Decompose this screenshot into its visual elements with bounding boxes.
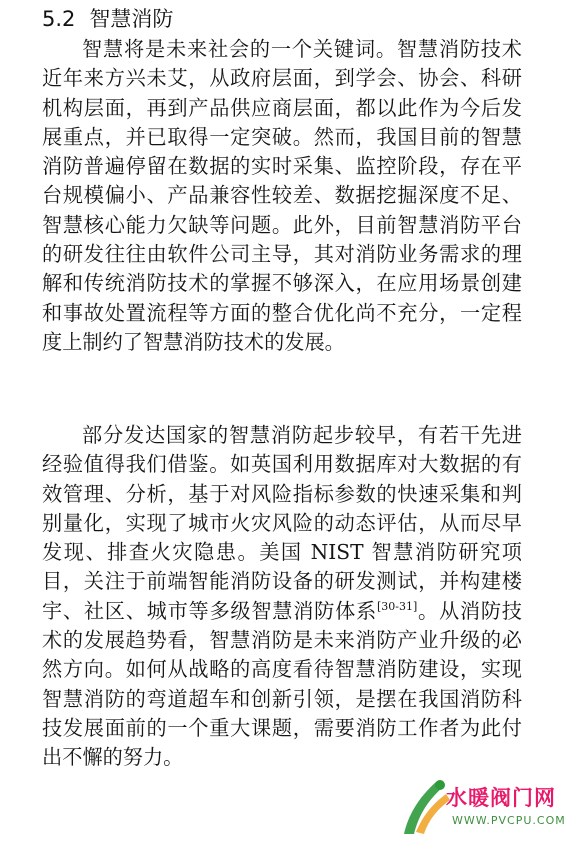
paragraph-2-text-a: 部分发达国家的智慧消防起步较早，有若干先进经验值得我们借鉴。如英国利用数据库对大数据的有效管理、分析，基于对风险指标参数的快速采集和判别量化，实现了城市火灾风险的动态评估，从而尽早发现、排查火灾隐患。美国 NIST 智慧消防研究项目，关注于前端智能消防设备的研发测试，并构建楼宇、社区、城市等多级智慧消防体系 xyxy=(42,423,522,623)
section-heading xyxy=(42,4,173,34)
section-number: 5.2 xyxy=(42,7,76,31)
site-watermark xyxy=(396,776,566,838)
paragraph-1: 智慧将是未来社会的一个关键词。智慧消防技术近年来方兴未艾，从政府层面，到学会、协会、科研机构层面，再到产品供应商层面，都以此作为今后发展重点，并已取得一定突破。然而，我国目前的智慧消防普遍停留在数据的实时采集、监控阶段，存在平台规模偏小、产品兼容性较差、数据挖掘深度不足、智慧核心能力欠缺等问题。此外，目前智慧消防平台的研发往往由软件公司主导，其对消防业务需求的理解和传统消防技术的掌握不够深入，在应用场景创建和事故处置流程等方面的整合优化尚不充分，一定程度上制约了智慧消防技术的发展。 xyxy=(42,37,522,354)
watermark-site-name: 水暖阀门网 xyxy=(446,786,556,810)
paragraph-2 xyxy=(42,421,522,773)
paragraph-2-text-b: 。从消防技术的发展趋势看，智慧消防是未来消防产业升级的必然方向。如何从战略的高度看待智慧消防建设，实现智慧消防的弯道超车和创新引领，是摆在我国消防科技发展面前的一个重大课题，需要消防工作者为此付出不懈的努力。 xyxy=(42,598,522,770)
citation-ref: [30-31] xyxy=(377,599,418,613)
section-title: 智慧消防 xyxy=(89,7,174,31)
watermark-url: WWW.PVCPU.COM xyxy=(452,814,566,827)
